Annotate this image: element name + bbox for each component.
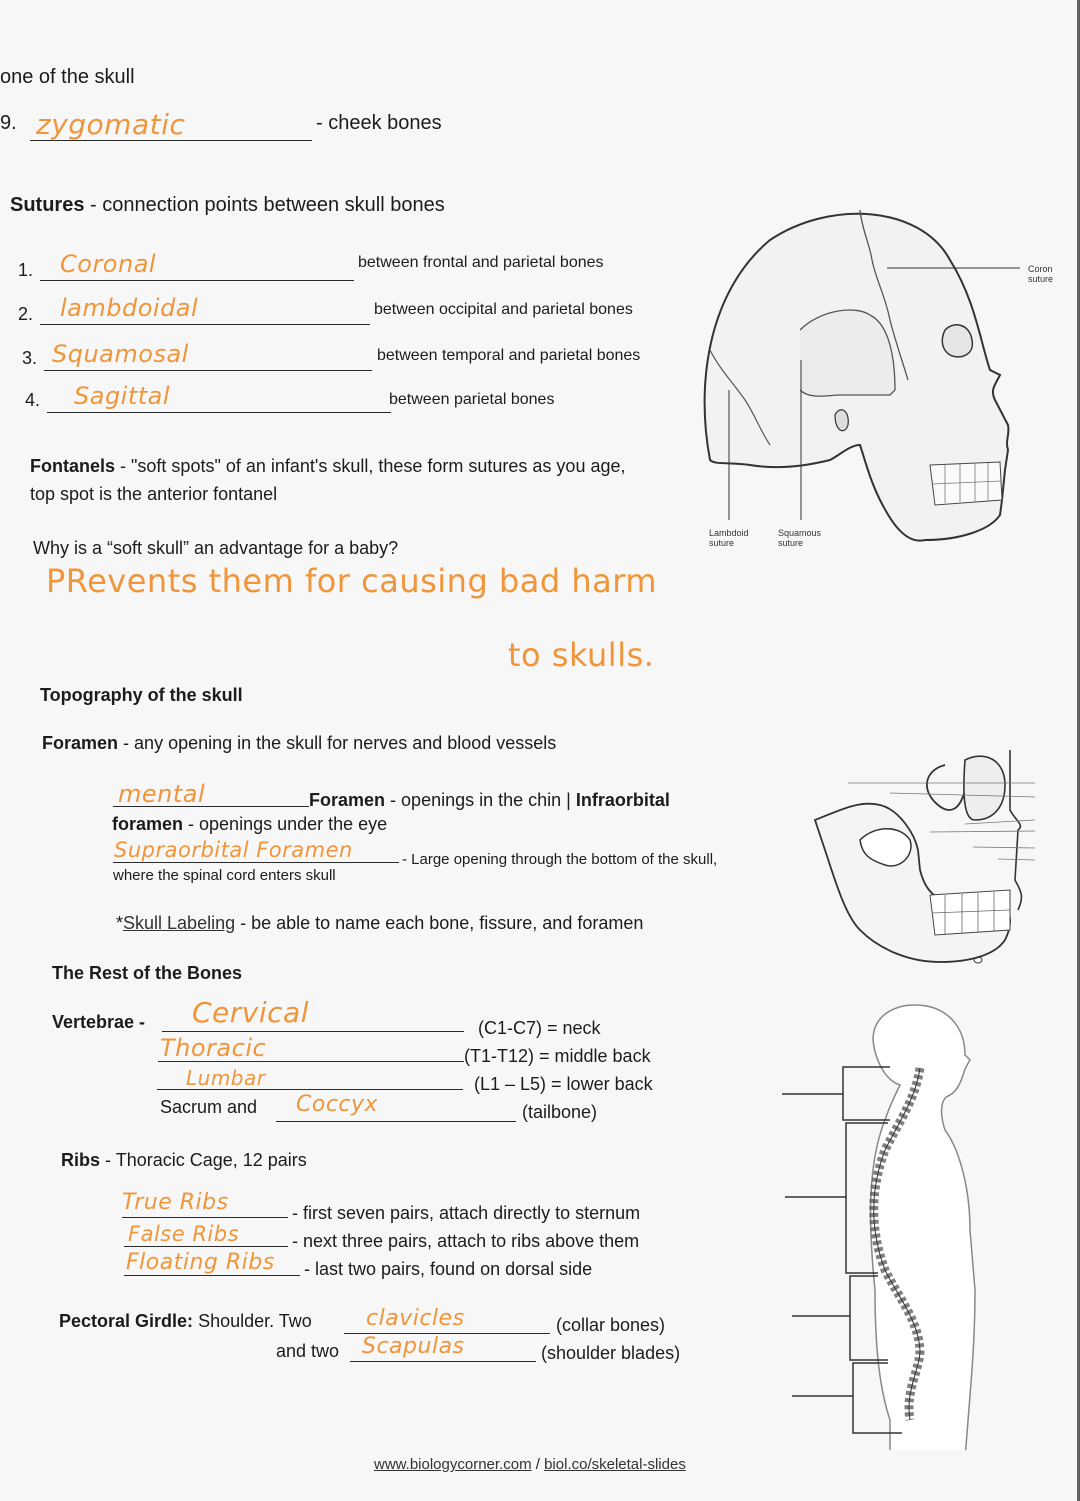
lambdoid-label-line1: Lambdoid: [709, 528, 749, 538]
coccyx-blank: [276, 1121, 516, 1122]
suture-number-1: 1.: [18, 260, 34, 280]
skull-frontal-lateral-diagram: [800, 730, 1080, 980]
suture-desc-2: between occipital and parietal bones: [374, 301, 633, 318]
scapulas-blank: [350, 1361, 536, 1362]
pectoral-heading: Pectoral Girdle:: [59, 1311, 194, 1331]
rib-answer-false: False Ribs: [128, 1222, 240, 1246]
infraorbital-line: [112, 814, 387, 835]
pectoral-line2-prefix: and two: [276, 1341, 340, 1361]
pectoral-line-1: [59, 1311, 312, 1332]
infraorbital-desc: - openings under the eye: [188, 814, 388, 834]
foramen-desc: - any opening in the skull for nerves and blood vessels: [123, 733, 557, 753]
lambdoid-suture-label: [709, 528, 749, 548]
footer-separator: /: [535, 1456, 540, 1473]
suture-blank-1: [40, 280, 354, 281]
vertebra-desc-lumbar: (L1 – L5) = lower back: [474, 1074, 653, 1094]
ribs-heading: Ribs: [61, 1150, 101, 1170]
sutures-heading-line: [10, 194, 445, 217]
vertebra-answer-lumbar: Lumbar: [186, 1066, 266, 1090]
mental-desc: - openings in the chin |: [390, 790, 571, 810]
fontanels-desc-1: - "soft spots" of an infant's skull, these form sutures as you age,: [120, 456, 626, 476]
magnum-desc-2: where the spinal cord enters skull: [113, 867, 336, 884]
rib-desc-floating: - last two pairs, found on dorsal side: [304, 1259, 593, 1279]
vertebra-answer-cervical: Cervical: [192, 996, 309, 1029]
labeling-desc: - be able to name each bone, fissure, and foramen: [240, 913, 644, 933]
coronal-label-line1: Coron: [1028, 264, 1053, 274]
ribs-desc: - Thoracic Cage, 12 pairs: [105, 1150, 307, 1170]
skull-lateral-diagram: [690, 200, 1080, 570]
sutures-heading: Sutures: [10, 194, 85, 216]
vertebrae-label: Vertebrae -: [52, 1012, 146, 1032]
suture-answer-2: lambdoidal: [60, 294, 199, 322]
suture-blank-3: [44, 370, 372, 371]
footer-link-biologycorner[interactable]: www.biologycorner.com: [374, 1456, 532, 1473]
suture-desc-1: between frontal and parietal bones: [358, 254, 604, 271]
skull-labeling-line: [116, 913, 643, 934]
rib-desc-true: - first seven pairs, attach directly to sternum: [292, 1203, 641, 1223]
rib-desc-false: - next three pairs, attach to ribs above them: [292, 1231, 640, 1251]
magnum-desc: - Large opening through the bottom of the skull,: [402, 851, 718, 868]
soft-skull-answer-1: PRevents them for causing bad harm: [46, 562, 657, 600]
ribs-heading-line: [61, 1150, 307, 1171]
coccyx-answer: Coccyx: [296, 1092, 379, 1117]
scapulas-desc: (shoulder blades): [541, 1343, 681, 1363]
suture-answer-1: Coronal: [60, 250, 157, 278]
infraorbital-bold: Infraorbital: [575, 790, 670, 810]
squamous-suture-label: [778, 528, 821, 548]
labeling-star: *: [116, 913, 124, 933]
soft-skull-question: Why is a “soft skull” an advantage for a baby?: [33, 538, 399, 558]
fontanels-desc-2: top spot is the anterior fontanel: [30, 484, 278, 504]
footer-link-skeletal-slides[interactable]: biol.co/skeletal-slides: [544, 1456, 686, 1473]
suture-desc-3: between temporal and parietal bones: [377, 347, 641, 364]
vertebra-desc-cervical: (C1-C7) = neck: [478, 1018, 601, 1038]
sacrum-label: Sacrum and: [160, 1097, 258, 1117]
sutures-desc: - connection points between skull bones: [90, 194, 445, 216]
foramen-line: [42, 733, 556, 754]
clavicles-answer: clavicles: [366, 1306, 465, 1331]
suture-number-2: 2.: [18, 304, 34, 324]
foramen-heading: Foramen: [42, 733, 119, 753]
fontanels-heading: Fontanels: [30, 456, 116, 476]
rib-blank-false: [124, 1246, 288, 1247]
suture-desc-4: between parietal bones: [389, 391, 555, 408]
coccyx-desc: (tailbone): [522, 1102, 598, 1122]
topography-heading: Topography of the skull: [40, 685, 243, 705]
squamous-label-line2: suture: [778, 538, 804, 548]
squamous-label-line1: Squamous: [778, 528, 822, 538]
mental-answer: mental: [118, 780, 206, 808]
mental-line: [309, 790, 670, 811]
rib-answer-floating: Floating Ribs: [126, 1250, 275, 1275]
scapulas-answer: Scapulas: [362, 1334, 465, 1359]
fontanels-line1: [30, 456, 626, 477]
suture-number-3: 3.: [22, 348, 38, 368]
rest-heading: The Rest of the Bones: [52, 963, 243, 983]
rib-blank-true: [122, 1217, 288, 1218]
footer: [374, 1456, 686, 1473]
item9-desc: - cheek bones: [316, 112, 442, 134]
vertebra-desc-thoracic: (T1-T12) = middle back: [464, 1046, 651, 1066]
magnum-answer: Supraorbital Foramen: [114, 838, 353, 862]
suture-blank-2: [40, 324, 370, 325]
rib-answer-true: True Ribs: [122, 1190, 229, 1215]
coronal-label-line2: suture: [1028, 274, 1054, 284]
suture-number-4: 4.: [25, 390, 41, 410]
suture-blank-4: [47, 412, 391, 413]
coronal-suture-label: [1028, 264, 1053, 284]
soft-skull-answer-2: to skulls.: [508, 636, 655, 674]
top-fragment-text: one of the skull: [0, 66, 135, 88]
spine-body-diagram: [770, 990, 1080, 1450]
rib-blank-floating: [124, 1275, 300, 1276]
magnum-blank: [113, 862, 399, 863]
item9-number: 9.: [0, 112, 17, 134]
vertebra-blank-1: [162, 1031, 464, 1032]
clavicles-desc: (collar bones): [556, 1315, 666, 1335]
item9-answer: zygomatic: [36, 108, 186, 141]
vertebra-answer-thoracic: Thoracic: [160, 1034, 267, 1062]
lambdoid-label-line2: suture: [709, 538, 735, 548]
skull-labeling-link[interactable]: Skull Labeling: [123, 913, 236, 933]
mental-foramen-bold: Foramen: [309, 790, 386, 810]
infraorbital-foramen-bold: foramen: [112, 814, 184, 834]
suture-answer-4: Sagittal: [74, 382, 171, 410]
pectoral-line1-prefix: Shoulder. Two: [198, 1311, 312, 1331]
suture-answer-3: Squamosal: [52, 340, 189, 368]
